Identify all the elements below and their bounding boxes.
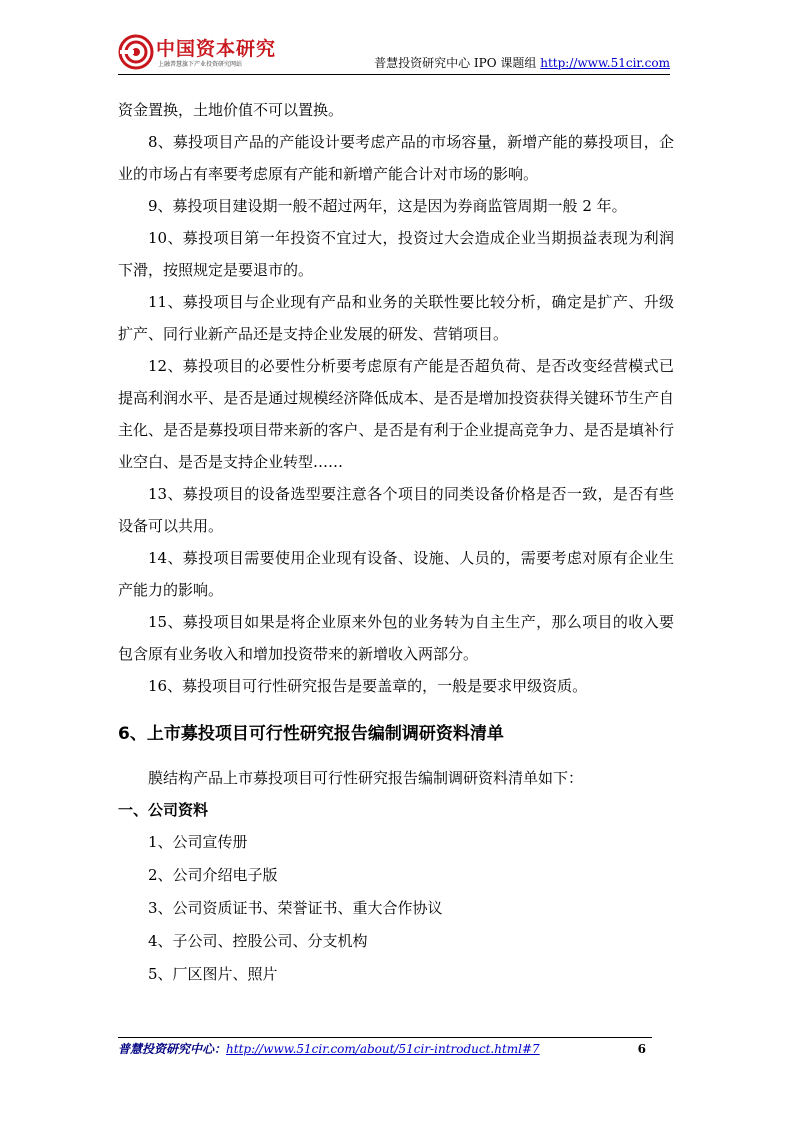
- paragraph: 16、募投项目可行性研究报告是要盖章的，一般是要求甲级资质。: [148, 677, 588, 695]
- paragraph: 资金置换，土地价值不可以置换。: [118, 101, 344, 119]
- list-item: 4、子公司、控股公司、分支机构: [148, 932, 368, 950]
- footer-link[interactable]: http://www.51cir.com/about/51cir-introduct.html#7: [226, 1042, 540, 1056]
- footer-label: 普慧投资研究中心：: [118, 1042, 227, 1056]
- globe-logo-icon: [118, 34, 154, 70]
- paragraph: 14、募投项目需要使用企业现有设备、设施、人员的，需要考虑对原有企业生产能力的影响。: [118, 549, 674, 599]
- logo-text: 中国资本研究: [156, 38, 277, 60]
- document-body: [118, 94, 674, 991]
- page-header: [118, 30, 670, 75]
- paragraph: 12、募投项目的必要性分析要考虑原有产能是否超负荷、是否改变经营模式已提高利润水平、是否是通过规模经济降低成本、是否是增加投资获得关键环节生产自主化、是否是募投项目带来新的客户、是否是有利于企业提高竞争力、是否是填补行业空白、是否是支持企业转型……: [118, 357, 674, 471]
- paragraph: 10、募投项目第一年投资不宜过大，投资过大会造成企业当期损益表现为利润下滑，按照规定是要退市的。: [118, 229, 674, 279]
- page-footer: [118, 1037, 652, 1057]
- paragraph: 8、募投项目产品的产能设计要考虑产品的市场容量，新增产能的募投项目，企业的市场占有率要考虑原有产能和新增产能合计对市场的影响。: [118, 133, 674, 183]
- list-item: 2、公司介绍电子版: [148, 866, 278, 884]
- section-intro: 膜结构产品上市募投项目可行性研究报告编制调研资料清单如下：: [148, 769, 584, 787]
- list-item: 3、公司资质证书、荣誉证书、重大合作协议: [148, 899, 443, 917]
- paragraph: 15、募投项目如果是将企业原来外包的业务转为自主生产，那么项目的收入要包含原有业务收入和增加投资带来的新增收入两部分。: [118, 613, 674, 663]
- paragraph: 9、募投项目建设期一般不超过两年，这是因为券商监管周期一般 2 年。: [148, 197, 627, 215]
- header-org-text: 普慧投资研究中心 IPO 课题组: [374, 56, 541, 70]
- list-item: 5、厂区图片、照片: [148, 965, 278, 983]
- header-caption: [374, 54, 670, 71]
- list-item: 1、公司宣传册: [148, 833, 248, 851]
- paragraph: 11、募投项目与企业现有产品和业务的关联性要比较分析，确定是扩产、升级扩产、同行业新产品还是支持企业发展的研发、营销项目。: [118, 293, 674, 343]
- header-site-link[interactable]: http://www.51cir.com: [540, 56, 670, 70]
- paragraph: 13、募投项目的设备选型要注意各个项目的同类设备价格是否一致，是否有些设备可以共用。: [118, 485, 674, 535]
- section-heading: 6、上市募投项目可行性研究报告编制调研资料清单: [118, 724, 504, 744]
- subsection-heading: 一、公司资料: [118, 801, 209, 819]
- logo-subtitle: 上融普慧旗下产业投资研究网站: [158, 61, 243, 68]
- page-number: 6: [637, 1042, 646, 1056]
- site-logo[interactable]: [118, 34, 277, 70]
